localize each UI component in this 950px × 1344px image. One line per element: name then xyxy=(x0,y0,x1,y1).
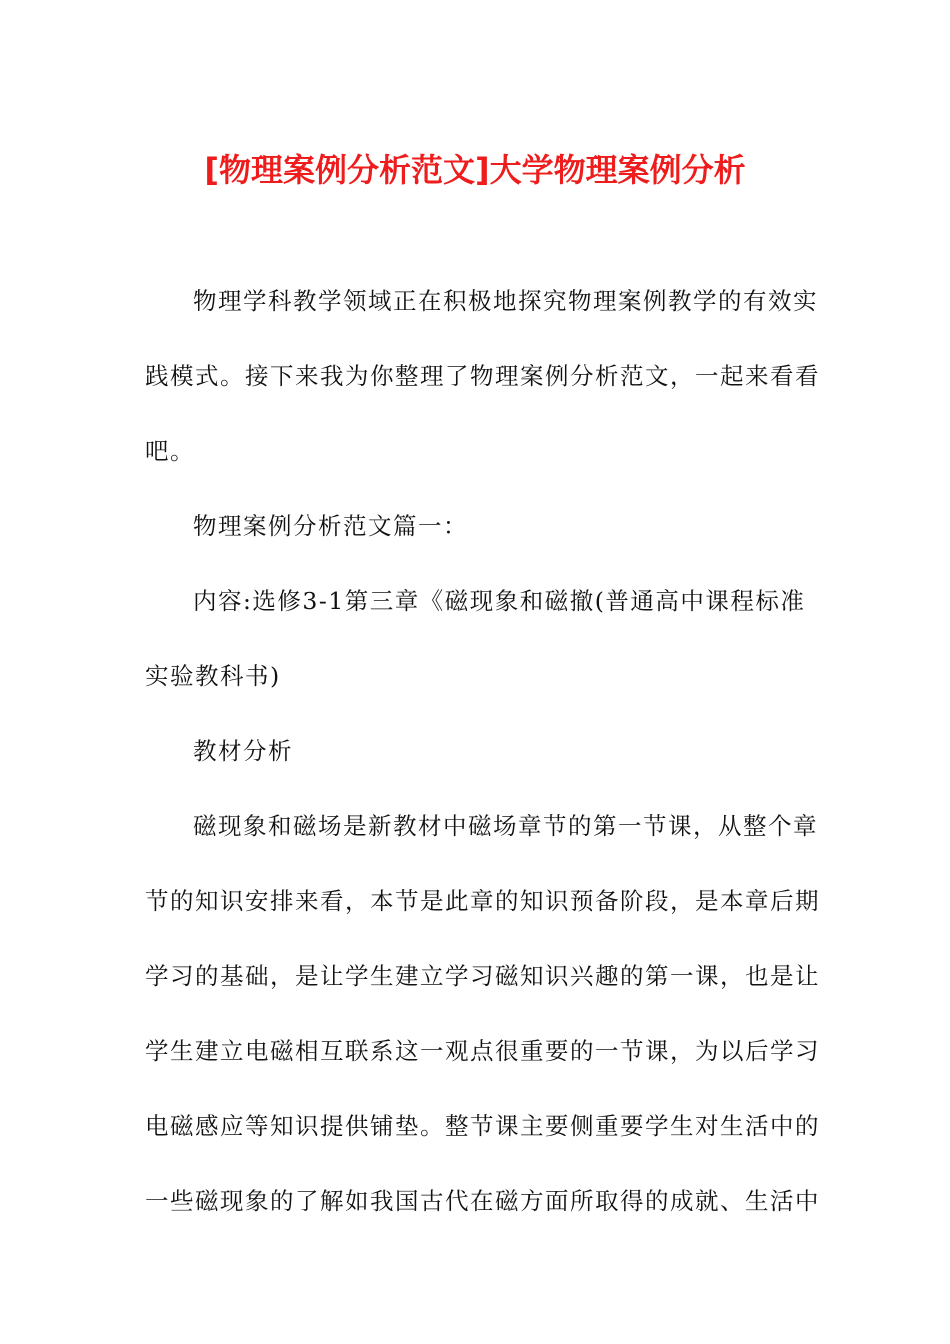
section-heading: 物理案例分析范文篇一： xyxy=(193,512,468,540)
document-body xyxy=(145,277,820,1252)
paragraph-line: 吧。 xyxy=(145,437,195,465)
document-title: [物理案例分析范文]大学物理案例分析 xyxy=(204,151,746,189)
paragraph-line: 内容:选修3-1第三章《磁现象和磁撤(普通高中课程标准 xyxy=(193,587,806,615)
paragraph-line: 学生建立电磁相互联系这一观点很重要的一节课，为以后学习 xyxy=(145,1037,820,1065)
paragraph-line: 节的知识安排来看，本节是此章的知识预备阶段，是本章后期 xyxy=(145,887,820,915)
paragraph-line: 实验教科书) xyxy=(145,662,281,690)
section-heading: 教材分析 xyxy=(193,737,293,765)
paragraph-line: 电磁感应等知识提供铺垫。整节课主要侧重要学生对生活中的 xyxy=(145,1112,820,1140)
paragraph-line: 磁现象和磁场是新教材中磁场章节的第一节课，从整个章 xyxy=(193,812,818,840)
paragraph-line: 物理学科教学领域正在积极地探究物理案例教学的有效实 xyxy=(193,287,818,315)
paragraph-line: 学习的基础，是让学生建立学习磁知识兴趣的第一课，也是让 xyxy=(145,962,820,990)
paragraph-line: 践模式。接下来我为你整理了物理案例分析范文，一起来看看 xyxy=(145,362,820,390)
paragraph-line: 一些磁现象的了解如我国古代在磁方面所取得的成就、生活中 xyxy=(145,1187,820,1215)
